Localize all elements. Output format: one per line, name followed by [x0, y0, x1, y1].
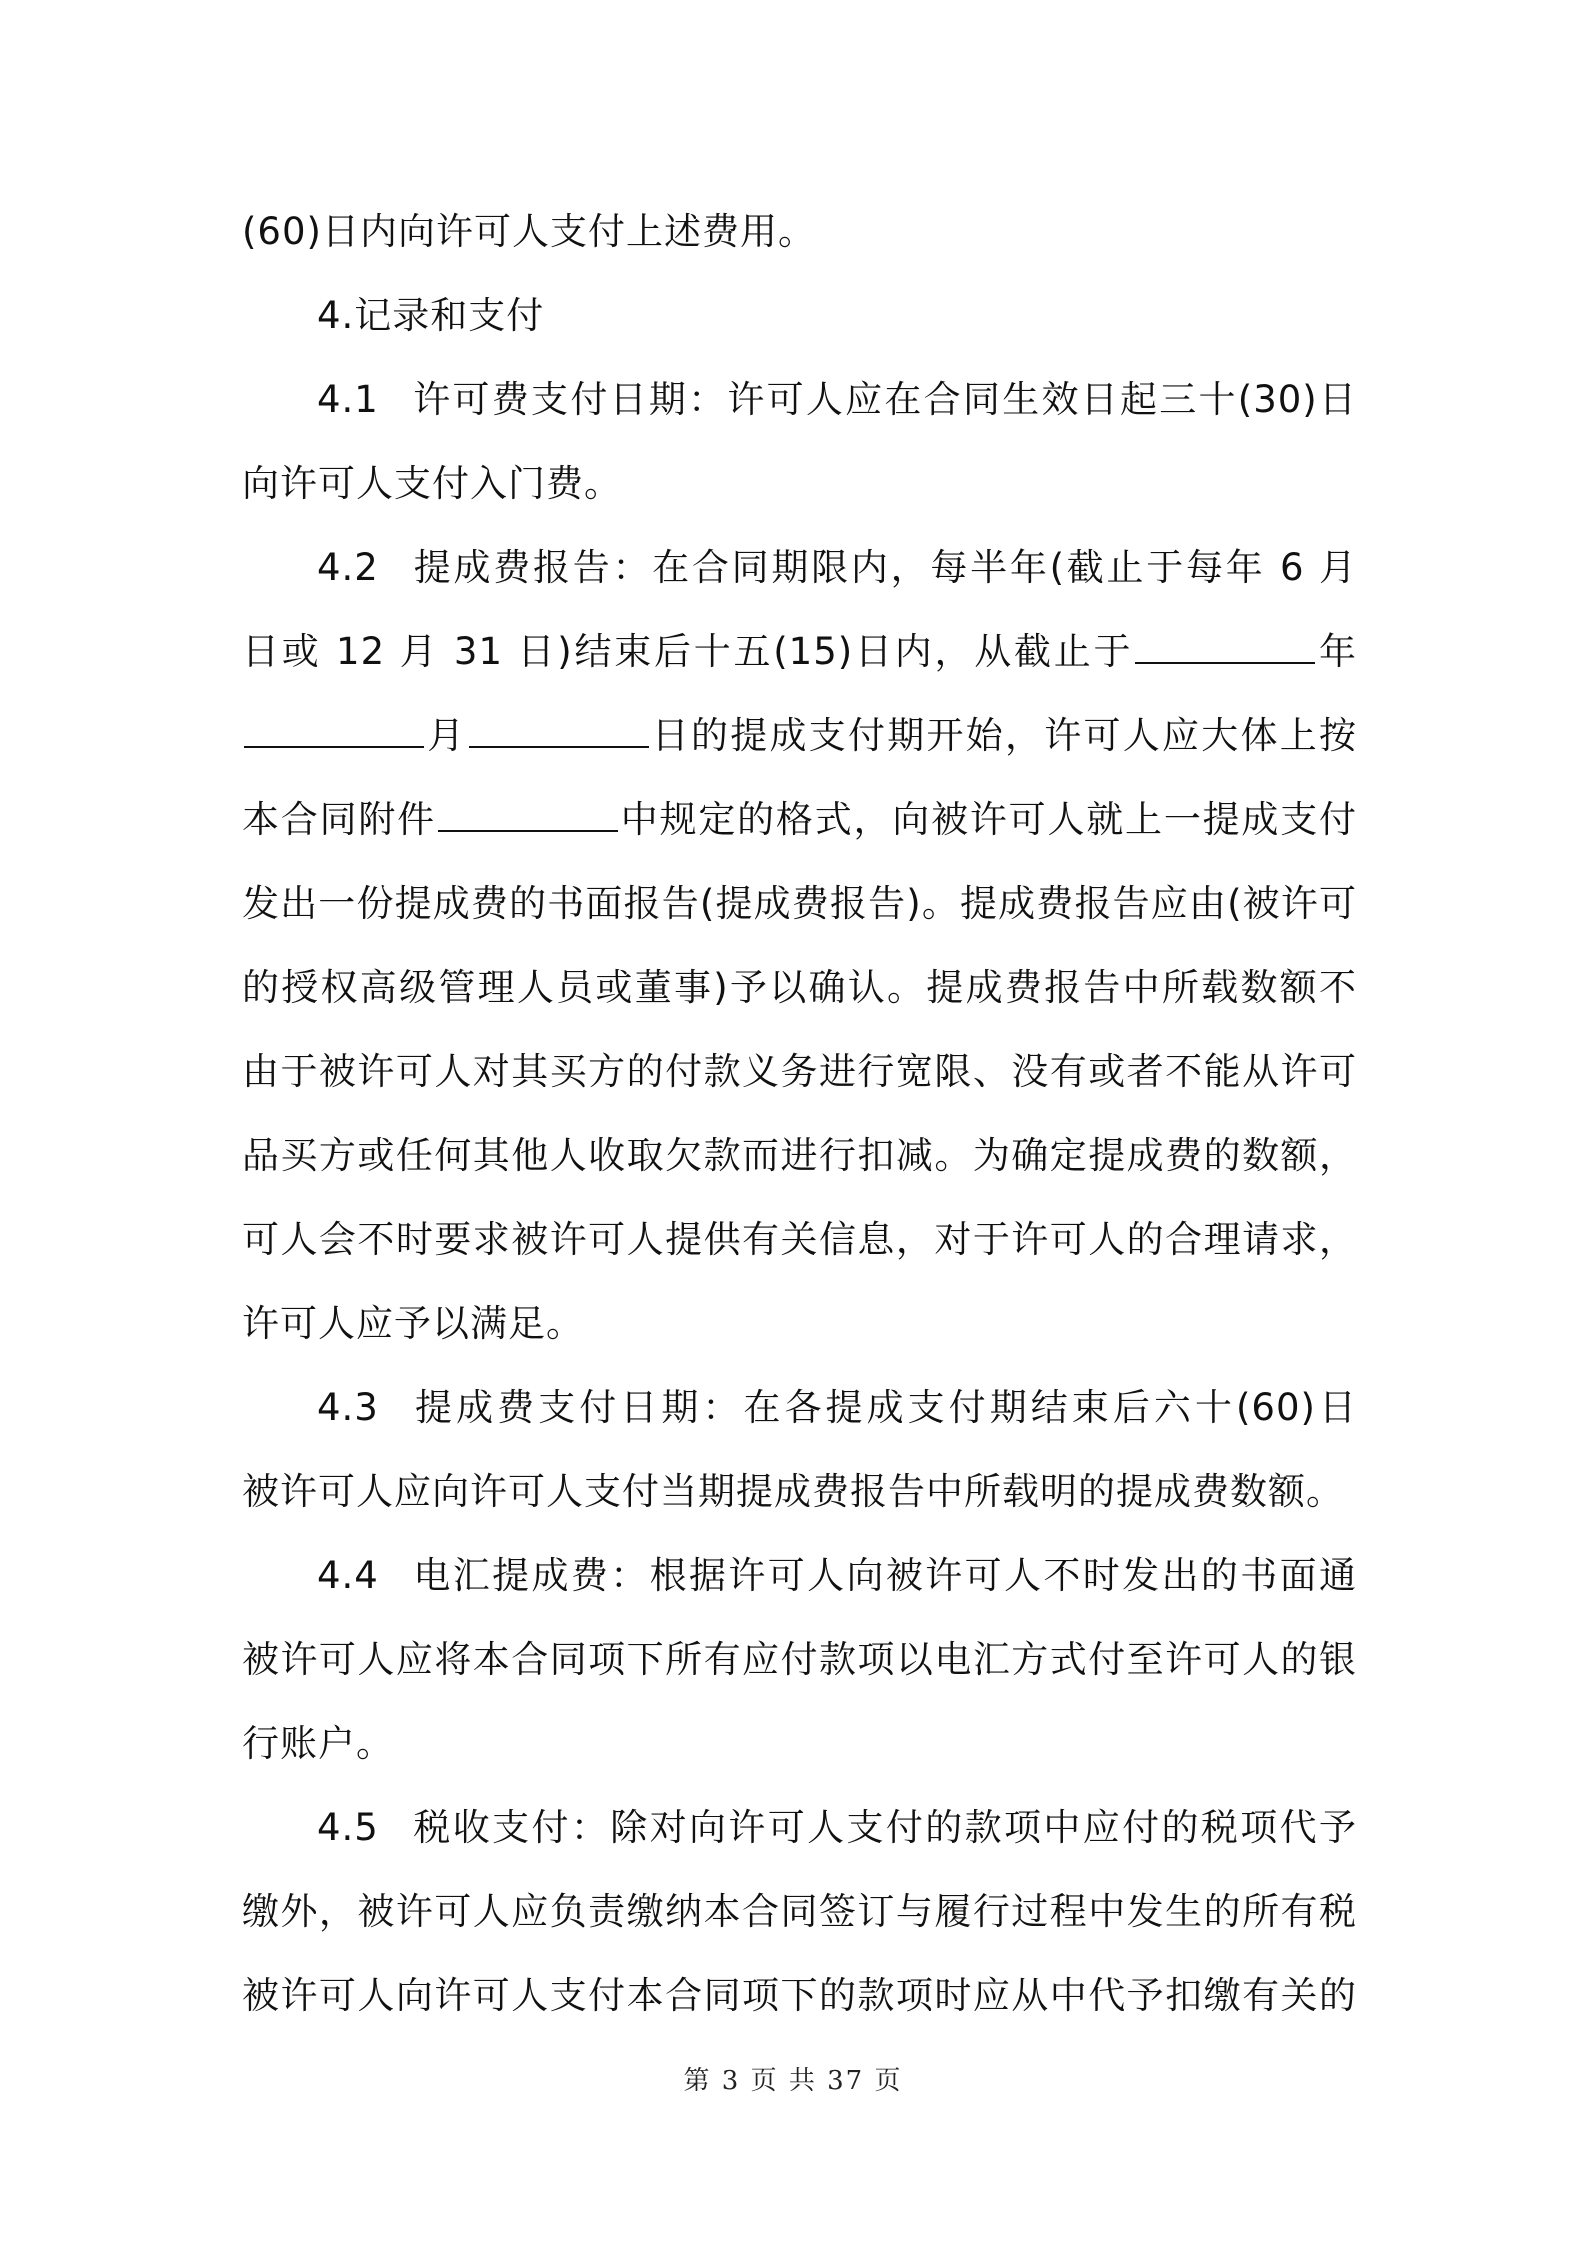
document-body	[242, 190, 1357, 2038]
line-text: (60)日内向许可人支付上述费用。	[242, 210, 816, 253]
line-text: 可人会不时要求被许可人提供有关信息，对于许可人的合理请求，	[242, 1218, 1357, 1261]
text-line	[242, 1954, 1357, 2038]
line-text: 税收支付：除对向许可人支付的款项中应付的税项代予	[412, 1806, 1357, 1849]
clause-number: 4.2	[317, 546, 379, 589]
line-text: 本合同附件	[242, 798, 436, 841]
line-text: 由于被许可人对其买方的付款义务进行宽限、没有或者不能从许可	[242, 1050, 1357, 1093]
line-text: 发出一份提成费的书面报告(提成费报告)。提成费报告应由(被许可	[242, 882, 1357, 925]
text-line	[242, 1114, 1357, 1198]
clause-number: 4.3	[317, 1386, 379, 1429]
line-text: 日的提成支付期开始，许可人应大体上按	[650, 714, 1357, 757]
clause-number: 4.4	[317, 1554, 379, 1597]
section-heading	[242, 274, 1357, 358]
text-line	[242, 946, 1357, 1030]
line-text: 缴外，被许可人应负责缴纳本合同签订与履行过程中发生的所有税	[242, 1890, 1357, 1933]
line-text: 被许可人应向许可人支付当期提成费报告中所载明的提成费数额。	[242, 1470, 1344, 1513]
text-line	[242, 1030, 1357, 1114]
clause-4-2-first-line	[242, 526, 1357, 610]
clause-number: 4.1	[317, 378, 379, 421]
line-text: 提成费支付日期：在各提成支付期结束后六十(60)日	[412, 1386, 1357, 1429]
line-text: 向许可人支付入门费。	[242, 462, 622, 505]
text-line	[242, 1282, 1357, 1366]
line-text: 电汇提成费：根据许可人向被许可人不时发出的书面通	[412, 1554, 1357, 1597]
line-text: 中规定的格式，向被许可人就上一提成支付	[619, 798, 1357, 841]
line-text: 月	[426, 714, 467, 757]
text-line	[242, 1870, 1357, 1954]
text-line	[242, 442, 1357, 526]
clause-number: 4.5	[317, 1806, 379, 1849]
text-line	[242, 862, 1357, 946]
line-text: 行账户。	[242, 1722, 394, 1765]
text-line	[242, 610, 1357, 694]
line-text: 提成费报告：在合同期限内，每半年(截止于每年 6 月	[412, 546, 1357, 589]
clause-4-4-first-line	[242, 1534, 1357, 1618]
text-line	[242, 1198, 1357, 1282]
clause-4-3-first-line	[242, 1366, 1357, 1450]
line-text: 的授权高级管理人员或董事)予以确认。提成费报告中所载数额不	[242, 966, 1357, 1009]
line-text: 日或 12 月 31 日)结束后十五(15)日内，从截止于	[242, 630, 1134, 673]
page-number-footer: 第 3 页 共 37 页	[683, 2066, 903, 2096]
fill-blank-month	[469, 716, 649, 748]
fill-blank-year-value	[244, 716, 424, 748]
line-text: 被许可人向许可人支付本合同项下的款项时应从中代予扣缴有关的	[242, 1974, 1357, 2017]
text-line	[242, 1450, 1357, 1534]
heading-text: 4.记录和支付	[317, 294, 545, 337]
text-line	[242, 778, 1357, 862]
fill-blank-year	[1135, 632, 1315, 664]
clause-4-1-first-line	[242, 358, 1357, 442]
text-line	[242, 694, 1357, 778]
line-text: 被许可人应将本合同项下所有应付款项以电汇方式付至许可人的银	[242, 1638, 1357, 1681]
line-text: 许可人应予以满足。	[242, 1302, 584, 1345]
text-line	[242, 1702, 1357, 1786]
text-line	[242, 1618, 1357, 1702]
line-text: 品买方或任何其他人收取欠款而进行扣减。为确定提成费的数额，	[242, 1134, 1357, 1177]
clause-4-5-first-line	[242, 1786, 1357, 1870]
fill-blank-attachment	[438, 800, 618, 832]
text-line	[242, 190, 1357, 274]
line-text: 许可费支付日期：许可人应在合同生效日起三十(30)日	[412, 378, 1357, 421]
line-text: 年	[1317, 630, 1357, 673]
